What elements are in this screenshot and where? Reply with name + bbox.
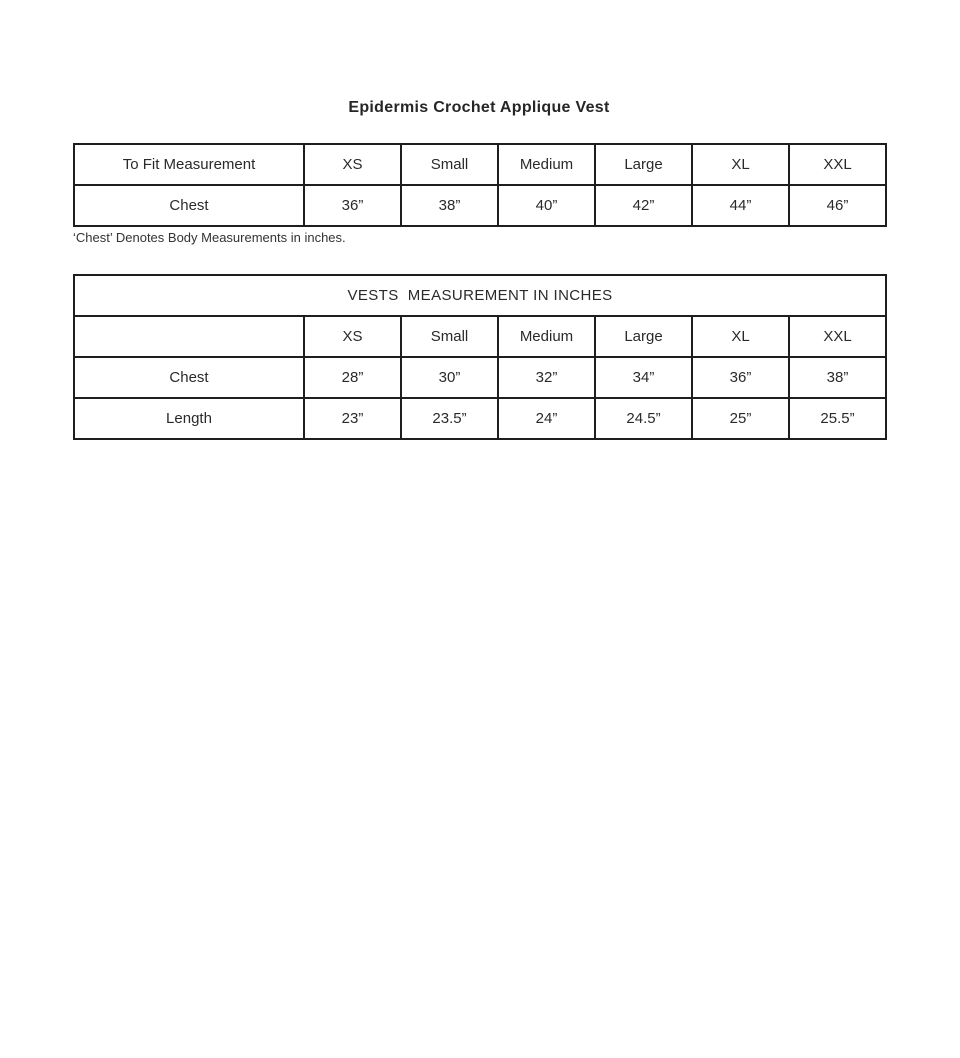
vest-table-length-xs: 23” (304, 398, 401, 439)
fit-table-header-large: Large (595, 144, 692, 185)
fit-table-header-medium: Medium (498, 144, 595, 185)
vest-table-chest-medium: 32” (498, 357, 595, 398)
fit-table-chest-label: Chest (74, 185, 304, 226)
vest-table-length-label: Length (74, 398, 304, 439)
vest-table-size-large: Large (595, 316, 692, 357)
vest-table-size-empty (74, 316, 304, 357)
fit-table-header-xs: XS (304, 144, 401, 185)
vest-table-chest-label: Chest (74, 357, 304, 398)
vest-table-chest-xl: 36” (692, 357, 789, 398)
fit-table-header-small: Small (401, 144, 498, 185)
vest-table-length-small: 23.5” (401, 398, 498, 439)
vest-table-size-row (74, 316, 886, 357)
page-title: Epidermis Crochet Applique Vest (348, 99, 610, 116)
fit-table-header-xxl: XXL (789, 144, 886, 185)
fit-table-chest-row (74, 185, 886, 226)
vest-table-chest-small: 30” (401, 357, 498, 398)
fit-table-header-xl: XL (692, 144, 789, 185)
vest-table-size-xl: XL (692, 316, 789, 357)
vest-table-chest-row (74, 357, 886, 398)
fit-table-chest-large: 42” (595, 185, 692, 226)
vest-table-size-xs: XS (304, 316, 401, 357)
vest-table-size-medium: Medium (498, 316, 595, 357)
fit-table-chest-small: 38” (401, 185, 498, 226)
vest-table-length-xl: 25” (692, 398, 789, 439)
vest-table-chest-large: 34” (595, 357, 692, 398)
fit-table-header-row (74, 144, 886, 185)
fit-table-chest-xxl: 46” (789, 185, 886, 226)
size-chart-sheet (73, 98, 885, 440)
vest-table-title-row (74, 275, 886, 316)
vest-table-size-xxl: XXL (789, 316, 886, 357)
vest-table-length-xxl: 25.5” (789, 398, 886, 439)
vest-table-length-large: 24.5” (595, 398, 692, 439)
vest-table-length-row (74, 398, 886, 439)
vest-table-chest-xs: 28” (304, 357, 401, 398)
fit-table-header-label: To Fit Measurement (74, 144, 304, 185)
vest-table-length-medium: 24” (498, 398, 595, 439)
vest-table-title: VESTS MEASUREMENT IN INCHES (74, 275, 886, 316)
chest-footnote: ‘Chest’ Denotes Body Measurements in inches. (73, 230, 346, 245)
fit-table-chest-xs: 36” (304, 185, 401, 226)
vest-measurement-table (73, 274, 887, 440)
fit-table-chest-medium: 40” (498, 185, 595, 226)
vest-table-chest-xxl: 38” (789, 357, 886, 398)
fit-table-chest-xl: 44” (692, 185, 789, 226)
vest-table-size-small: Small (401, 316, 498, 357)
to-fit-measurement-table (73, 143, 887, 227)
